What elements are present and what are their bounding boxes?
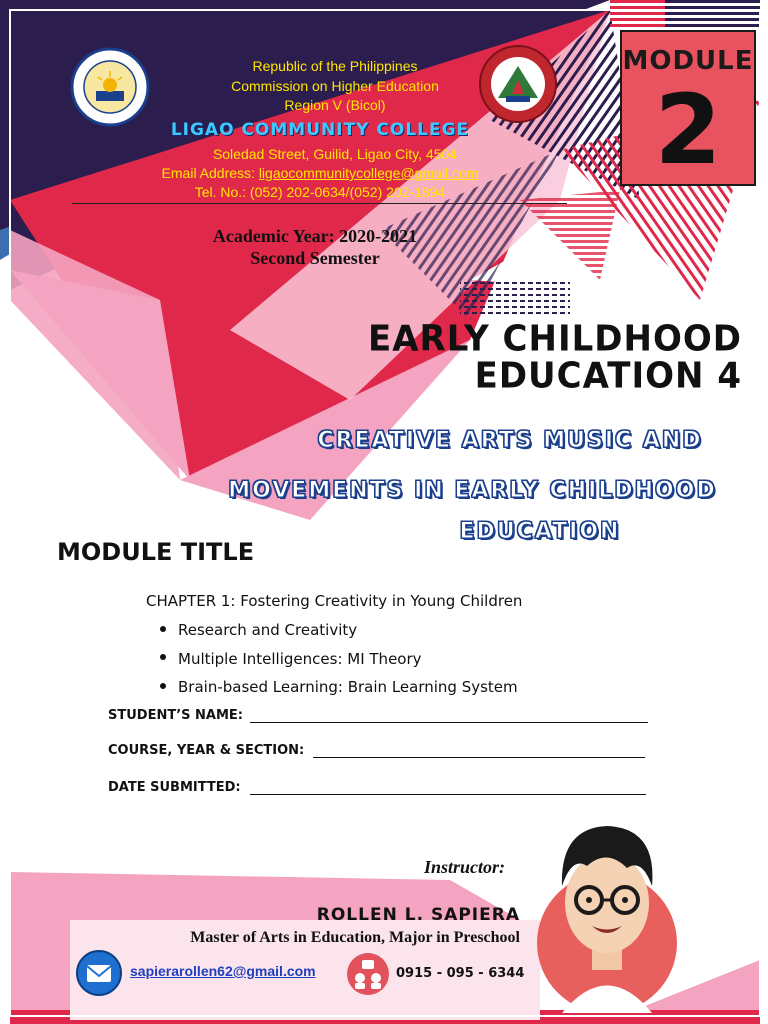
header-republic: Republic of the Philippines xyxy=(252,58,418,74)
subtitle-line2: MOVEMENTS IN EARLY CHILDHOOD xyxy=(228,478,717,503)
academic-year: Academic Year: 2020-2021 xyxy=(212,226,418,246)
course-year-section-line[interactable] xyxy=(313,757,645,758)
email-label: Email Address: xyxy=(161,165,259,181)
mail-icon xyxy=(76,950,122,996)
college-address: Soledad Street, Guilid, Ligao City, 4504 xyxy=(212,146,458,162)
list-item: Brain-based Learning: Brain Learning System xyxy=(160,677,518,706)
header-ched: Commission on Higher Education xyxy=(231,78,439,94)
date-submitted-line[interactable] xyxy=(250,794,646,795)
instructor-degree: Master of Arts in Education, Major in Preschool xyxy=(190,929,520,946)
course-year-section-label: COURSE, YEAR & SECTION: xyxy=(108,743,305,758)
ched-seal-icon xyxy=(70,47,150,127)
instructor-email-link[interactable]: sapierarollen62@gmail.com xyxy=(130,963,316,979)
bullet-icon xyxy=(160,654,166,660)
module-number: 2 xyxy=(654,74,722,186)
phone-contact-icon xyxy=(346,952,390,996)
header-divider xyxy=(72,203,567,204)
chapter-heading: CHAPTER 1: Fostering Creativity in Young Children xyxy=(146,592,523,610)
subtitle-line1: CREATIVE ARTS MUSIC AND xyxy=(317,428,703,453)
college-email-link[interactable]: ligaocommunitycollege@gmail.com xyxy=(258,165,479,181)
student-name-label: STUDENT’S NAME: xyxy=(108,708,243,723)
list-item: Multiple Intelligences: MI Theory xyxy=(160,649,518,678)
semester: Second Semester xyxy=(250,248,380,268)
list-item: Research and Creativity xyxy=(160,620,518,649)
bullet-icon xyxy=(160,683,166,689)
instructor-avatar xyxy=(532,808,682,1018)
college-telephone: Tel. No.: (052) 202-0634/(052) 202-1894 xyxy=(194,184,446,200)
college-name: LIGAO COMMUNITY COLLEGE xyxy=(170,120,470,140)
topic-list xyxy=(160,620,518,706)
subtitle-line3: EDUCATION xyxy=(459,519,621,544)
date-submitted-label: DATE SUBMITTED: xyxy=(108,780,241,795)
course-title-line2: EDUCATION 4 xyxy=(474,355,742,397)
course-title-line1: EARLY CHILDHOOD xyxy=(368,318,742,360)
module-title-label: MODULE TITLE xyxy=(57,538,255,566)
student-name-line[interactable] xyxy=(250,722,648,723)
instructor-name: ROLLEN L. SAPIERA xyxy=(316,905,520,925)
header-region: Region V (Bicol) xyxy=(284,97,386,113)
module-word: MODULE xyxy=(622,46,754,76)
module-badge xyxy=(620,30,756,186)
instructor-phone: 0915 - 095 - 6344 xyxy=(396,966,525,981)
instructor-label: Instructor: xyxy=(424,857,506,877)
bullet-icon xyxy=(160,626,166,632)
college-email-line xyxy=(130,164,510,182)
